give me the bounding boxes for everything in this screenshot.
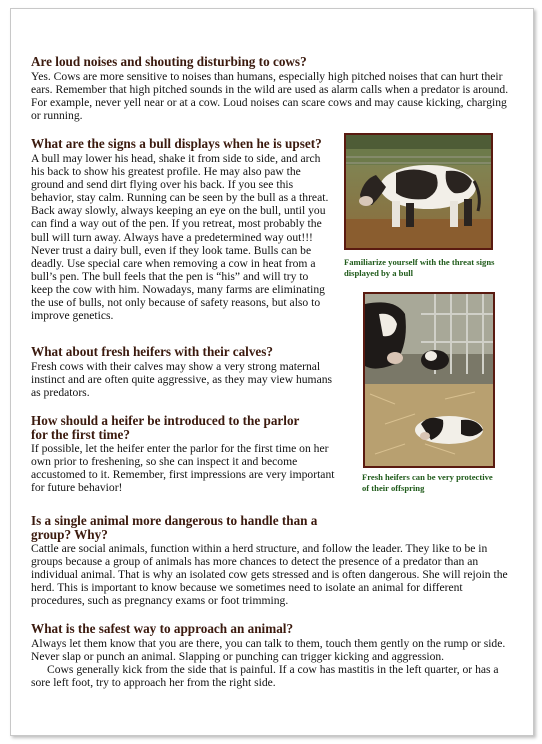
heading-bull-signs: What are the signs a bull displays when he is upset? <box>31 136 322 151</box>
text-heifer-parlor: If possible, let the heifer enter the parlor for the first time on her own prior to freshening, so she can inspect it and become accustomed to it. Remember, first impressions are very important for future behavior! <box>31 442 335 495</box>
text-safest-approach: Always let them know that you are there, you can talk to them, touch them gently on the rump or side. Never slap or punch an animal. Slapping or punching can trigger kicking and aggression. <box>31 637 506 664</box>
text-fresh-heifers: Fresh cows with their calves may show a very strong maternal instinct and are often quite aggressive, as they may view humans as predators. <box>31 360 333 400</box>
bull-illustration <box>346 135 491 248</box>
text-loud-noises: Yes. Cows are more sensitive to noises than humans, especially high pitched noises that can hurt their ears. Remember that high pitched sounds in the wild are used as alarm calls when a predator is around. For example, never yell near or at a cow. Loud noises can scare cows and may cause kicking, charging or running. <box>31 70 509 123</box>
text-safest-approach-2 <box>31 663 513 689</box>
text-safest-approach-2-content: Cows generally kick from the side that is painful. If a cow has mastitis in the left quarter, or has a sore left foot, try to approach her from the right side. <box>31 663 499 690</box>
text-single-animal: Cattle are social animals, function within a herd structure, and follow the leader. They like to be in groups because a group of animals has more chances to detect the presence of a predator than an individual animal. That is why an isolated cow gets stressed and is often dangerous. She will rejoin the herd. This is important to know because we sometimes need to isolate an animal for different procedures, such as pregnancy exams or foot trimming. <box>31 542 508 608</box>
heifers-photo <box>363 292 495 468</box>
caption-heifers: Fresh heifers can be very protective of their offspring <box>362 472 493 493</box>
heifers-illustration <box>365 294 493 466</box>
heading-loud-noises: Are loud noises and shouting disturbing to cows? <box>31 54 307 69</box>
document-page <box>10 8 534 736</box>
heading-single-animal: Is a single animal more dangerous to handle than a group? Why? <box>31 513 318 542</box>
heading-safest-approach: What is the safest way to approach an animal? <box>31 621 294 636</box>
caption-bull: Familiarize yourself with the threat signs displayed by a bull <box>344 257 495 278</box>
text-bull-signs: A bull may lower his head, shake it from side to side, and arch his back to show his greatest profile. He may also paw the ground and send dirt flying over his back. If you see this behavior, stay calm. Running can be seen by the bull as a threat. Back away slowly, always keeping an eye on the bull, until you can find a way out of the pen. If you retreat, most probably the bull will turn away. Always have a predetermined way out!!! Never trust a dairy bull, even if they look tame. Bulls can be deadly. Use special care when removing a cow in heat from a bull’s pen. The bull feels that the pen is “his” and will try to keep the cow with him. Nowadays, many farms are eliminating the use of bulls, not only because of safety reasons, but also to improve genetics. <box>31 152 329 323</box>
heading-heifer-parlor: How should a heifer be introduced to the parlor for the first time? <box>31 413 300 442</box>
heading-fresh-heifers: What about fresh heifers with their calves? <box>31 344 273 359</box>
bull-photo <box>344 133 493 250</box>
